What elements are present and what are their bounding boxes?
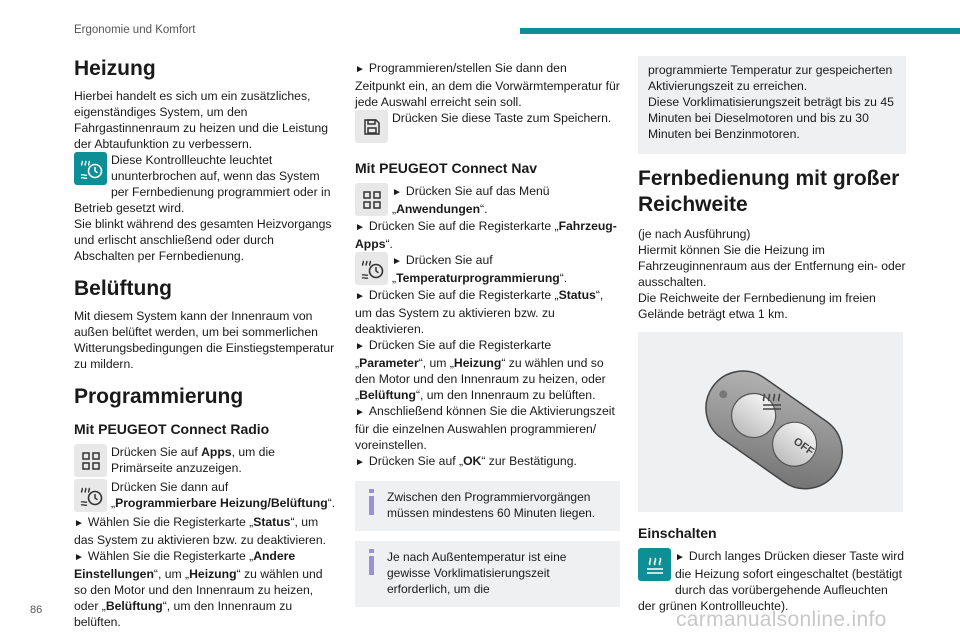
arrow-marker-icon: ►: [355, 407, 365, 418]
radio-step-program: [74, 479, 336, 511]
heating-indicator-icon: [74, 152, 107, 185]
radio-step-apps-text: Drücken Sie auf Apps, um die Primärseite anzuzeigen.: [111, 445, 275, 475]
heat-on-button-icon: [638, 548, 671, 581]
save-step: [355, 110, 620, 126]
column-3: [638, 56, 906, 614]
info-note-continued: programmierte Temperatur zur gespeicherten Aktivierungszeit zu erreichen. Diese Vorklimatisierungszeit beträgt bis zu 45 Minuten bei Dieselmotoren und bis zu 30 Minuten bei Benzinmotoren.: [638, 56, 906, 154]
einschalten-text: ► Durch langes Drücken dieser Taste wird die Heizung sofort eingeschaltet (bestätigt durch das vorübergehende Aufleuchten der grünen Kontrollleuchte).: [638, 549, 905, 613]
radio-step-program-text: Drücken Sie dann auf „Programmierbare Heizung/Belüftung“.: [111, 480, 336, 510]
info-icon: [367, 549, 377, 579]
fern-description: Hiermit können Sie die Heizung im Fahrzeuginnenraum aus der Entfernung ein- oder ausschalten.: [638, 243, 906, 289]
fern-range: Die Reichweite der Fernbedienung im freien Gelände beträgt etwa 1 km.: [638, 291, 876, 321]
radio-step-apps: [74, 444, 336, 476]
nav-step-ok: ► Drücken Sie auf „OK“ zur Bestätigung.: [355, 454, 577, 468]
save-step-text: Drücken Sie diese Taste zum Speichern.: [392, 111, 612, 125]
heading-belueftung: Belüftung: [74, 277, 172, 300]
radio-step-status: ► Wählen Sie die Registerkarte „Status“, um das System zu aktivieren bzw. zu deaktivieren.: [74, 515, 326, 547]
remote-off-label: OFF: [791, 435, 816, 459]
info-note-interval: Zwischen den Programmiervorgängen müssen mindestens 60 Minuten liegen.: [355, 481, 620, 531]
heizung-indicator-block: [74, 152, 336, 216]
nav-step-menu: [355, 183, 620, 217]
header-accent-bar: [520, 28, 960, 34]
heading-fernbedienung: Fernbedienung mit großer Reichweite: [638, 167, 900, 216]
einschalten-step: [638, 548, 906, 614]
arrow-marker-icon: ►: [392, 187, 402, 198]
nav-step-status: ► Drücken Sie auf die Registerkarte „Status“, um das System zu aktivieren bzw. zu deaktivieren.: [355, 288, 604, 336]
running-header: Ergonomie und Komfort: [74, 24, 196, 36]
heading-programmierung: Programmierung: [74, 385, 244, 408]
apps-grid-icon: [355, 183, 388, 216]
heating-program-icon: [355, 252, 388, 285]
arrow-marker-icon: ►: [74, 518, 84, 529]
heading-heizung: Heizung: [74, 57, 156, 80]
heating-program-icon: [74, 479, 107, 512]
watermark: carmanualsonline.info: [676, 608, 887, 631]
program-time-step: ► Programmieren/stellen Sie dann den Zeitpunkt ein, an dem die Vorwärmtemperatur für jede Auswahl erreicht sein soll.: [355, 61, 620, 109]
nav-step-aktivierung: ► Anschließend können Sie die Aktivierungszeit für die einzelnen Auswahlen programmieren/ voreinstellen.: [355, 404, 615, 452]
info-icon: [367, 489, 377, 519]
fern-variant-note: (je nach Ausführung): [638, 227, 751, 241]
nav-step-menu-text: ► Drücken Sie auf das Menü „Anwendungen“.: [392, 184, 550, 216]
radio-step-andere: ► Wählen Sie die Registerkarte „Andere Einstellungen“, um „Heizung“ zu wählen und so den Motor und den Innenraum zu heizen, oder „Belüftung“, um den Innenraum zu belüften.: [74, 549, 323, 629]
nav-step-parameter: ► Drücken Sie auf die Registerkarte „Parameter“, um „Heizung“ zu wählen und so den Motor und den Innenraum zu heizen, oder „Belüftung“, um den Innenraum zu belüften.: [355, 338, 606, 402]
column-1: [74, 56, 336, 630]
heizung-indicator-text: Diese Kontrollleuchte leuchtet ununterbrochen auf, wenn das System per Fernbedienung programmiert oder in Betrieb gesetzt wird.: [74, 153, 331, 215]
arrow-marker-icon: ►: [355, 291, 365, 302]
info-note-preclimate: Je nach Außentemperatur ist eine gewisse Vorklimatisierungszeit erforderlich, um die: [355, 541, 620, 607]
heading-connect-nav: Mit PEUGEOT Connect Nav: [355, 160, 538, 176]
arrow-marker-icon: ►: [675, 552, 685, 563]
arrow-marker-icon: ►: [392, 256, 402, 267]
column-2: [355, 60, 620, 617]
arrow-marker-icon: ►: [355, 341, 365, 352]
arrow-marker-icon: ►: [355, 64, 365, 75]
arrow-marker-icon: ►: [355, 222, 365, 233]
arrow-marker-icon: ►: [74, 552, 84, 563]
save-icon: [355, 110, 388, 143]
heading-einschalten: Einschalten: [638, 525, 717, 541]
apps-grid-icon: [74, 444, 107, 477]
arrow-marker-icon: ►: [355, 457, 365, 468]
belueftung-text: Mit diesem System kann der Innenraum von außen belüftet werden, um bei sommerlichen Witterungsbedingungen die Einstiegstemperatur zu mildern.: [74, 309, 335, 371]
remote-control-illustration: [638, 332, 903, 512]
heizung-intro: Hierbei handelt es sich um ein zusätzliches, eigenständiges System, um den Fahrgastinnenraum zu heizen und die Leistung der Abtaufunktion zu verbessern.: [74, 89, 329, 151]
nav-step-temp: [355, 252, 620, 286]
nav-step-temp-text: ► Drücken Sie auf „Temperaturprogrammierung“.: [392, 253, 568, 285]
heizung-blink-text: Sie blinkt während des gesamten Heizvorgangs und erlischt anschließend oder durch Abschalten per Fernbedienung.: [74, 217, 332, 263]
page-number: 86: [30, 604, 43, 616]
nav-step-fahrzeug: ► Drücken Sie auf die Registerkarte „Fahrzeug-Apps“.: [355, 219, 617, 251]
heading-connect-radio: Mit PEUGEOT Connect Radio: [74, 421, 270, 437]
